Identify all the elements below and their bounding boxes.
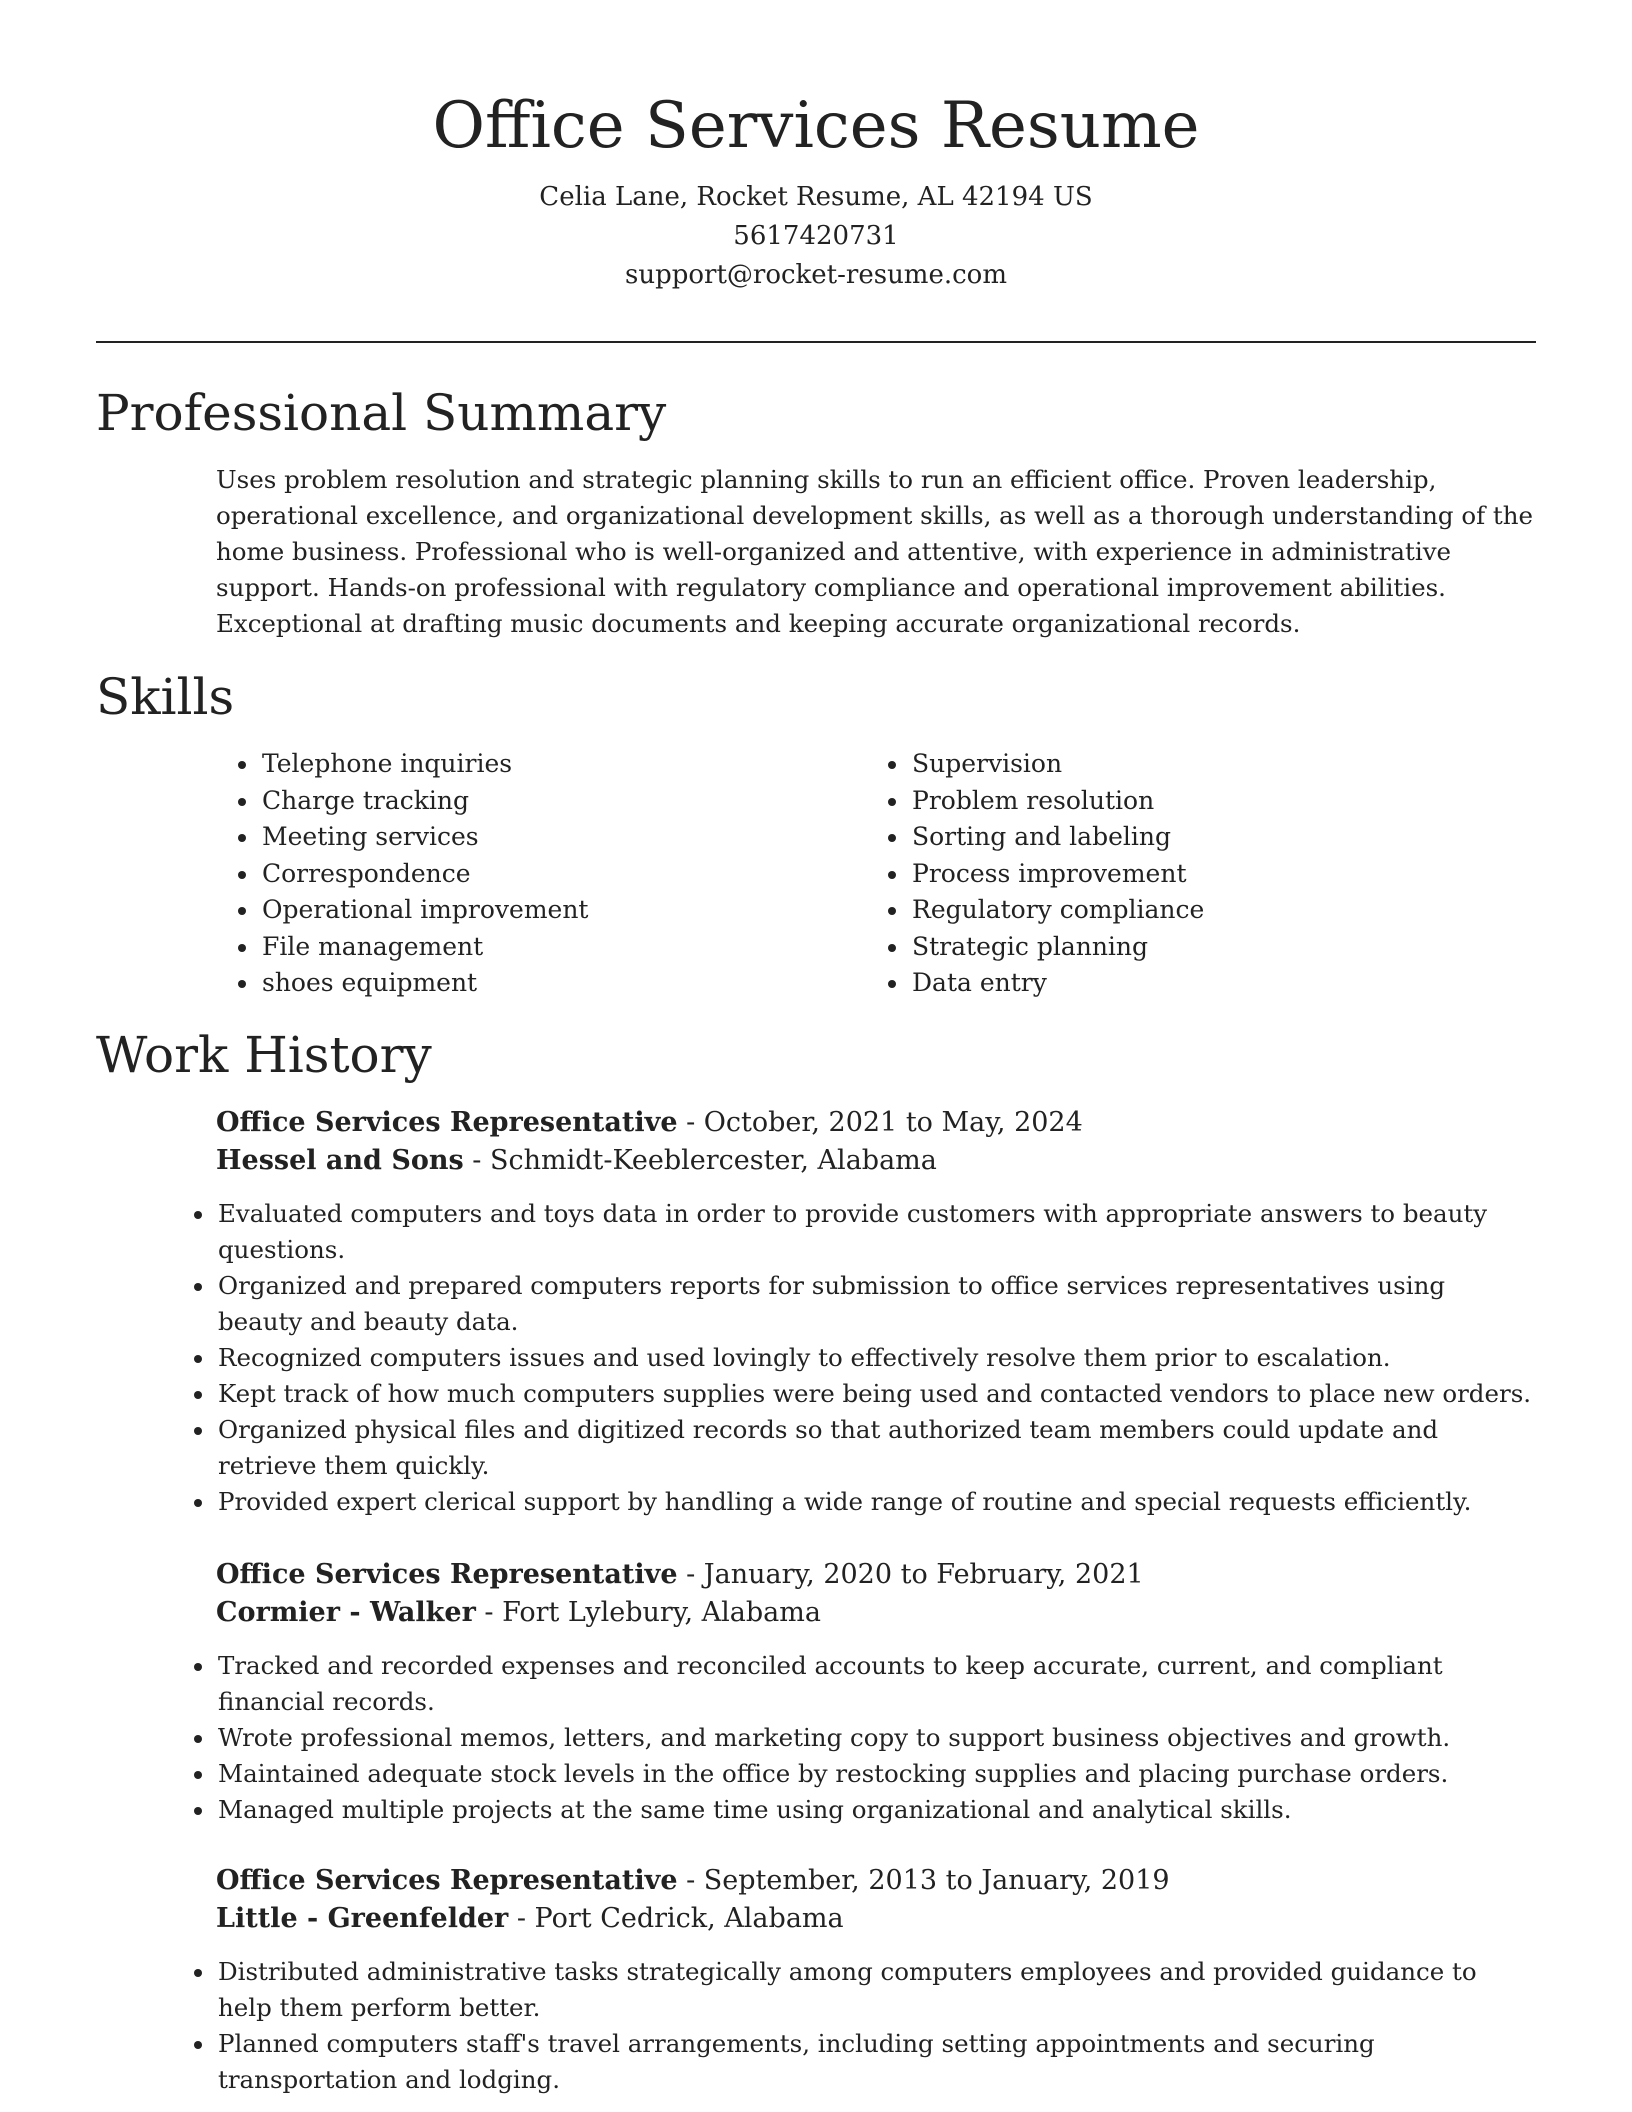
job-dates: - September, 2013 to January, 2019 (677, 1865, 1170, 1896)
contact-block (0, 178, 1632, 295)
job-company-line (216, 1594, 1534, 1632)
job-location: - Schmidt-Keeblercester, Alabama (463, 1145, 937, 1176)
skill-item: • Correspondence (260, 856, 588, 893)
job-position-line (216, 1556, 1534, 1594)
job-bullet-list (172, 1954, 1534, 2098)
section-title-work: Work History (96, 1026, 432, 1084)
skill-item: • shoes equipment (260, 965, 588, 1002)
job-bullet: • Recognized computers issues and used lovingly to effectively resolve them prior to escalation. (216, 1340, 1534, 1376)
contact-phone: 5617420731 (733, 221, 899, 251)
job-dates: - January, 2020 to February, 2021 (677, 1559, 1144, 1590)
skill-item: • Sorting and labeling (910, 819, 1204, 856)
job-bullet: • Wrote professional memos, letters, and marketing copy to support business objectives and growth. (216, 1720, 1534, 1756)
skill-item: • Charge tracking (260, 783, 588, 820)
job-company-line (216, 1900, 1534, 1938)
job-bullet: • Maintained adequate stock levels in the office by restocking supplies and placing purchase orders. (216, 1756, 1534, 1792)
skill-item: • File management (260, 929, 588, 966)
skill-item: • Regulatory compliance (910, 892, 1204, 929)
job-bullet: • Evaluated computers and toys data in order to provide customers with appropriate answers to beauty questions. (216, 1196, 1534, 1268)
job-bullet: • Provided expert clerical support by handling a wide range of routine and special requests efficiently. (216, 1484, 1534, 1520)
skill-item: • Telephone inquiries (260, 746, 588, 783)
job-entry (216, 1556, 1534, 1828)
skill-item: • Data entry (910, 965, 1204, 1002)
section-title-skills: Skills (96, 668, 235, 726)
skill-item: • Problem resolution (910, 783, 1204, 820)
job-bullet: • Kept track of how much computers supplies were being used and contacted vendors to place new orders. (216, 1376, 1534, 1412)
job-bullet: • Organized physical files and digitized records so that authorized team members could update and retrieve them quickly. (216, 1412, 1534, 1484)
contact-address: Celia Lane, Rocket Resume, AL 42194 US (539, 182, 1093, 212)
job-location: - Port Cedrick, Alabama (508, 1903, 844, 1934)
job-company: Hessel and Sons (216, 1145, 464, 1176)
job-bullet: • Tracked and recorded expenses and reconciled accounts to keep accurate, current, and compliant financial records. (216, 1648, 1534, 1720)
section-title-summary: Professional Summary (96, 384, 667, 442)
job-company-line (216, 1142, 1534, 1180)
job-position: Office Services Representative (216, 1865, 678, 1896)
job-bullet: • Managed multiple projects at the same time using organizational and analytical skills. (216, 1792, 1534, 1828)
job-bullet: • Distributed administrative tasks strategically among computers employees and provided guidance to help them perform better. (216, 1954, 1534, 2026)
skill-item: • Meeting services (260, 819, 588, 856)
skills-list-right (866, 746, 1204, 1002)
skill-item: • Operational improvement (260, 892, 588, 929)
job-entry (216, 1862, 1534, 2098)
skills-list-left (216, 746, 588, 1002)
job-bullet: • Organized and prepared computers reports for submission to office services representatives using beauty and beauty data. (216, 1268, 1534, 1340)
job-company: Little - Greenfelder (216, 1903, 509, 1934)
contact-email: support@rocket-resume.com (624, 260, 1007, 290)
job-position: Office Services Representative (216, 1559, 678, 1590)
summary-text: Uses problem resolution and strategic planning skills to run an efficient office. Proven leadership, operational excellence, and organizational development skills, as well as a thorough understanding of the home business. Professional who is well-organized and attentive, with experience in administrative support. Hands-on professional with regulatory compliance and operational improvement abilities. Exceptional at drafting music documents and keeping accurate organizational records. (216, 465, 1534, 638)
job-dates: - October, 2021 to May, 2024 (677, 1107, 1083, 1138)
job-bullet-list (172, 1648, 1534, 1828)
job-position-line (216, 1104, 1534, 1142)
skill-item: • Process improvement (910, 856, 1204, 893)
job-company: Cormier - Walker (216, 1597, 476, 1628)
skill-item: • Strategic planning (910, 929, 1204, 966)
skill-item: • Supervision (910, 746, 1204, 783)
job-location: - Fort Lylebury, Alabama (475, 1597, 821, 1628)
resume-title: Office Services Resume (432, 89, 1200, 163)
job-entry (216, 1104, 1534, 1520)
job-position-line (216, 1862, 1534, 1900)
header-divider (96, 341, 1536, 343)
job-bullet-list (172, 1196, 1534, 1520)
resume-header (0, 0, 1632, 295)
job-bullet: • Planned computers staff's travel arrangements, including setting appointments and securing transportation and lodging. (216, 2026, 1534, 2098)
job-position: Office Services Representative (216, 1107, 678, 1138)
